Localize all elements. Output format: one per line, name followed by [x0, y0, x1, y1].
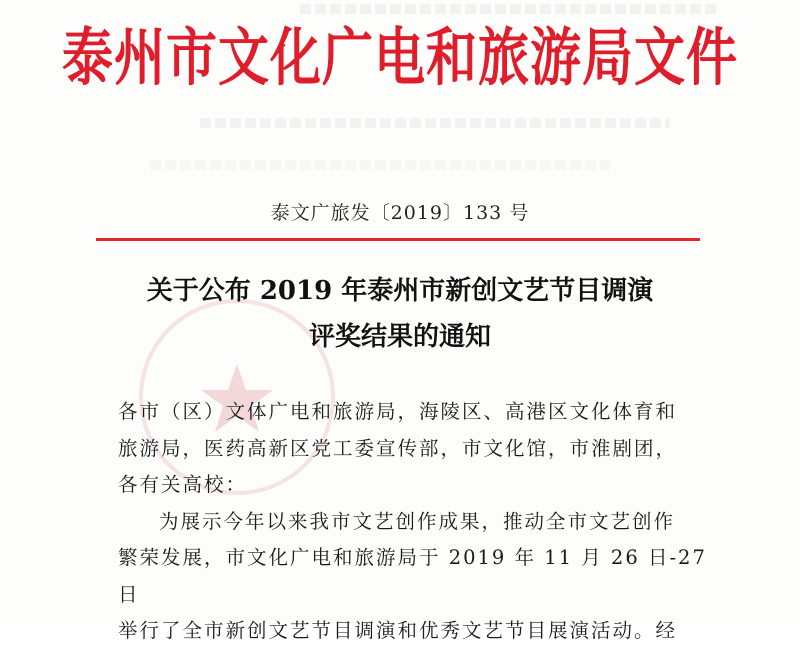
bleed-through-text — [300, 4, 720, 14]
recipients-line-2: 旅游局，医药高新区党工委宣传部，市文化馆，市淮剧团， — [118, 436, 678, 460]
red-divider-rule — [96, 238, 700, 241]
bleed-through-text — [200, 118, 670, 128]
document-number: 泰文广旅发〔2019〕133 号 — [270, 202, 530, 224]
paragraph-1-line-2: 繁荣发展，市文化广电和旅游局于 2019 年 11 月 26 日-27 日 — [118, 546, 707, 606]
paragraph-1-line-1: 为展示今年以来我市文艺创作成果，推动全市文艺创作 — [158, 509, 675, 533]
recipients-line-3: 各有关高校： — [118, 473, 248, 496]
notice-heading-line-2: 评奖结果的通知 — [308, 322, 491, 352]
paragraph-1-line-3: 举行了全市新创文艺节目调演和优秀文艺节目展演活动。经 — [118, 619, 678, 642]
bleed-through-text — [150, 160, 610, 170]
notice-heading-line-1: 关于公布 2019 年泰州市新创文艺节目调演 — [146, 276, 654, 306]
recipients-line-1: 各市（区）文体广电和旅游局，海陵区、高港区文化体育和 — [118, 400, 678, 423]
notice-heading — [0, 268, 800, 360]
notice-body — [118, 394, 718, 650]
issuing-authority-title: 泰州市文化广电和旅游局文件 — [61, 21, 738, 96]
